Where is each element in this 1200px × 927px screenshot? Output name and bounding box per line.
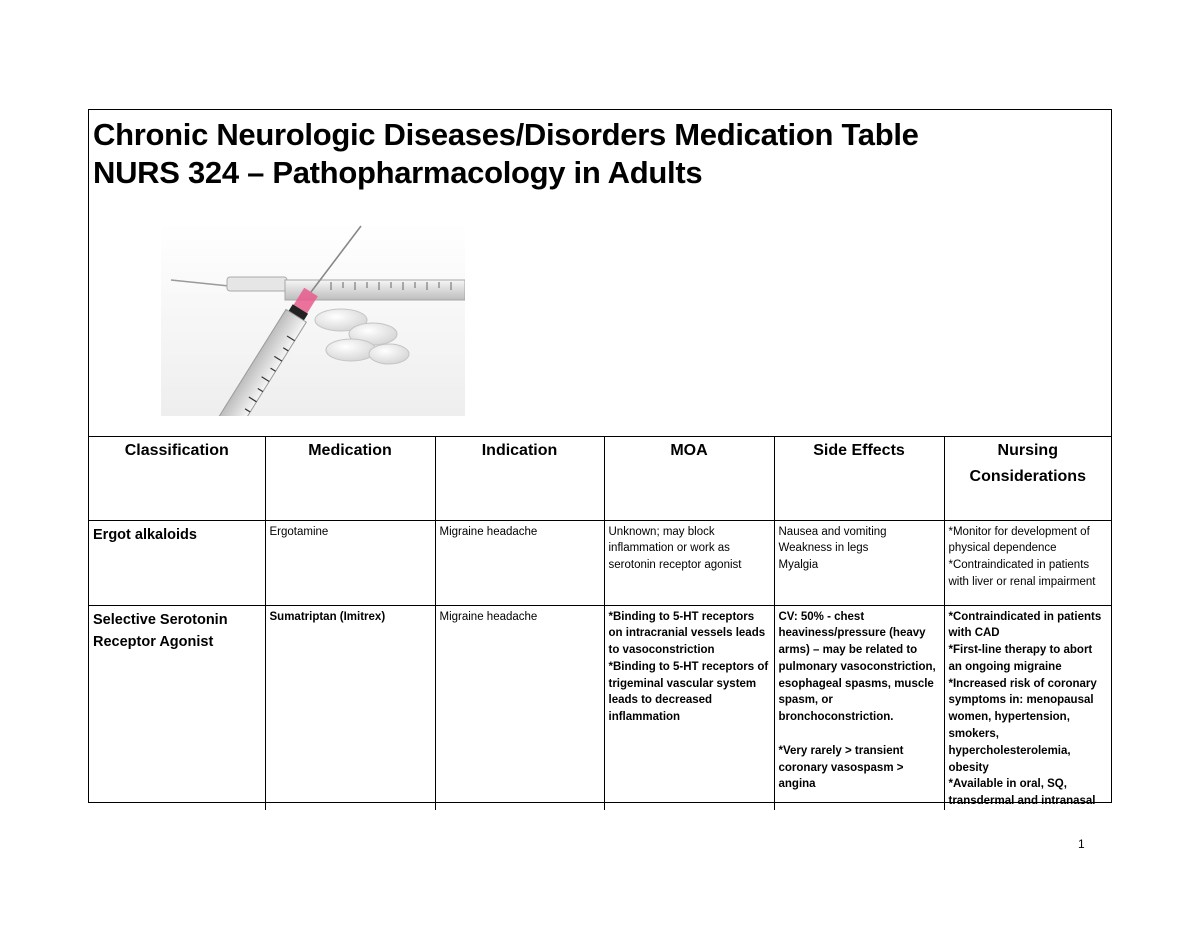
side-effect-line: CV: 50% - chest heaviness/pressure (heavy arms) – may be related to pulmonary vasoconstriction, esophageal spasms, muscle spasm, or bronchoconstriction. <box>778 610 936 724</box>
nursing-note: *Increased risk of coronary symptoms in: menopausal women, hypertension, smokers, hypercholesterolemia, obesity <box>948 677 1097 774</box>
moa-note: *Binding to 5-HT receptors on intracranial vessels leads to vasoconstriction <box>608 610 766 657</box>
document-page <box>88 109 1112 808</box>
classification-cell: Ergot alkaloids <box>89 520 265 605</box>
title-line-2: NURS 324 – Pathopharmacology in Adults <box>93 155 703 190</box>
side-effects-cell <box>774 520 944 605</box>
table-header-row <box>89 437 1111 520</box>
column-header-nursing-considerations: Nursing Considerations <box>944 437 1111 520</box>
table-row <box>89 605 1111 810</box>
column-header-classification: Classification <box>89 437 265 520</box>
column-header-indication: Indication <box>435 437 604 520</box>
page-title <box>93 116 919 192</box>
column-header-side-effects: Side Effects <box>774 437 944 520</box>
column-header-medication: Medication <box>265 437 435 520</box>
nursing-note: *First-line therapy to abort an ongoing migraine <box>948 644 1093 673</box>
side-effect-line: *Very rarely > transient coronary vasospasm > angina <box>778 744 904 791</box>
nursing-note: *Contraindicated in patients with CAD <box>948 610 1102 640</box>
medication-cell: Sumatriptan (Imitrex) <box>265 605 435 810</box>
nursing-note: *Available in oral, SQ, transdermal and intranasal <box>948 778 1096 808</box>
side-effects-cell <box>774 605 944 810</box>
medication-cell: Ergotamine <box>265 520 435 605</box>
header-box <box>89 110 1111 437</box>
indication-cell: Migraine headache <box>435 520 604 605</box>
medication-table <box>89 437 1111 810</box>
column-header-moa: MOA <box>604 437 774 520</box>
nursing-considerations-cell <box>944 520 1111 605</box>
side-effect-line: Weakness in legs <box>778 542 869 555</box>
side-effect-line: Nausea and vomiting <box>778 525 887 538</box>
moa-note: *Binding to 5-HT receptors of trigeminal vascular system leads to decreased inflammation <box>608 660 769 724</box>
indication-cell: Migraine headache <box>435 605 604 810</box>
nursing-note: *Monitor for development of physical dependence <box>948 525 1090 555</box>
nursing-note: *Contraindicated in patients with liver or renal impairment <box>948 559 1096 588</box>
title-line-1: Chronic Neurologic Diseases/Disorders Medication Table <box>93 117 919 152</box>
page-number: 1 <box>1078 837 1085 851</box>
nursing-considerations-cell <box>944 605 1111 810</box>
syringe-and-pills-image <box>161 222 465 416</box>
moa-cell <box>604 605 774 810</box>
table-row <box>89 520 1111 605</box>
moa-cell: Unknown; may block inflammation or work as serotonin receptor agonist <box>604 520 774 605</box>
side-effect-line: Myalgia <box>778 559 819 572</box>
classification-cell: Selective Serotonin Receptor Agonist <box>89 605 265 810</box>
